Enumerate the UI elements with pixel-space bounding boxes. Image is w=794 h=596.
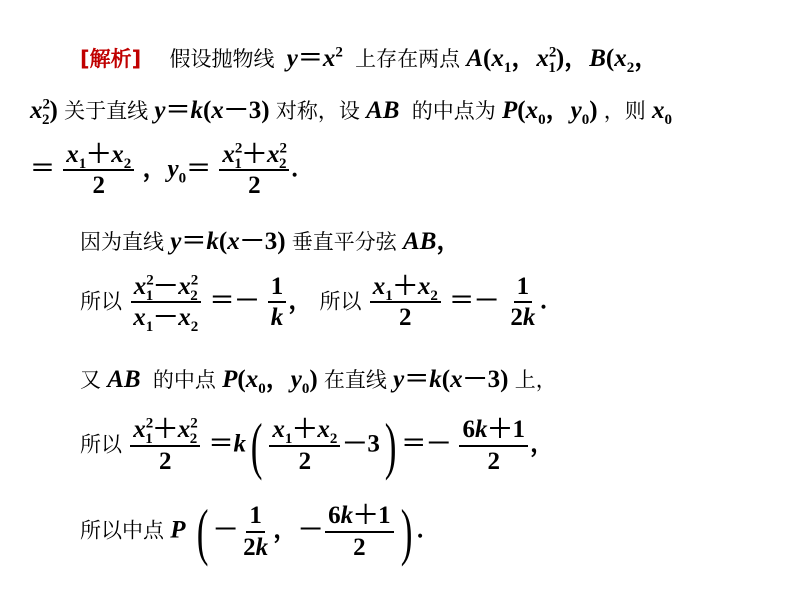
line-4-text: 因为直线	[80, 230, 164, 254]
line-6-text-4: 上，	[514, 368, 557, 392]
fraction-slope: $\frac{x^2_1-x^2_2}{x_1-x_2}$	[130, 274, 201, 332]
line-2-text-4: ，则	[603, 99, 646, 123]
fraction-neg-inv-2k: $\frac{1}{2k}$	[510, 273, 536, 332]
line-1-text: 假设抛物线	[169, 47, 275, 71]
fraction-y0: $\frac{x^2_1+x^2_2}{2}$	[219, 142, 289, 200]
line-4-text-2: 垂直平分弦	[291, 230, 397, 254]
line-5: 所以 $\frac{x^2_1-x^2_2}{x_1-x_2}$ ＝－ $\frac{1}{k}$ ， 所以 $\frac{x_1+x_2}{2}$ ＝－ $\frac{1}{2k}$ .	[80, 272, 547, 336]
fraction-px: $\frac{1}{2k}$	[243, 502, 269, 561]
line-2-text-2: 对称，设	[275, 99, 360, 123]
line-1-text-2: 上存在两点	[355, 47, 461, 71]
line-8-text: 所以中点	[80, 518, 164, 543]
line-2-text: 关于直线	[64, 99, 149, 123]
line-5-text: 所以	[80, 289, 122, 314]
line-6-text-2: 的中点	[152, 368, 216, 392]
fraction-sum: $\frac{x_1+x_2}{2}$	[370, 274, 441, 332]
line-3: ＝ $\frac{x_1+x_2}{2}$ ，$y_0=$ $\frac{x^2_1+x^2_2}{2}$ .	[30, 140, 298, 200]
line-6-text: 又	[80, 368, 101, 392]
analysis-label: [解析]	[80, 47, 142, 71]
line-2-text-3: 的中点为	[411, 99, 496, 123]
fraction-py: $\frac{6k+1}{2}$	[325, 503, 394, 561]
line-8: 所以中点 P ( － $\frac{1}{2k}$ ，－ $\frac{6k+1}{2}$ ) .	[80, 496, 424, 567]
line-7: 所以 $\frac{x^2_1+x^2_2}{2}$ ＝k( $\frac{x_1+x_2}{2}$ －3) ＝－ $\frac{6k+1}{2}$ ，	[80, 410, 555, 481]
fraction-sum-2: $\frac{x_1+x_2}{2}$	[269, 417, 340, 475]
fraction-neg-inv-k: $\frac{1}{k}$	[268, 274, 287, 332]
line-6: 又 AB 的中点 $P(x_0$，$y_0$) 在直线 y＝k(x－3) 上，	[80, 366, 557, 397]
fraction-y0-expr: $\frac{x^2_1+x^2_2}{2}$	[130, 417, 200, 475]
line-5-text-2: 所以	[319, 289, 362, 314]
line-4: 因为直线 y＝k(x－3) 垂直平分弦 AB，	[80, 228, 462, 255]
line-2: $x^2_2$) 关于直线 y＝k(x－3) 对称，设 AB 的中点为 $P(x_0$，$y_0$) ，则 $x_0$	[30, 96, 673, 128]
line-7-text: 所以	[80, 432, 122, 457]
fraction-x0: $\frac{x_1+x_2}{2}$	[63, 142, 134, 200]
line-1: [解析] 假设抛物线 $y=x^2$ 上存在两点 $A(x_1$，$x^2_1$)，$B(x_2$，	[80, 44, 660, 76]
fraction-6k1: $\frac{6k+1}{2}$	[459, 417, 528, 475]
line-6-text-3: 在直线	[323, 368, 387, 392]
